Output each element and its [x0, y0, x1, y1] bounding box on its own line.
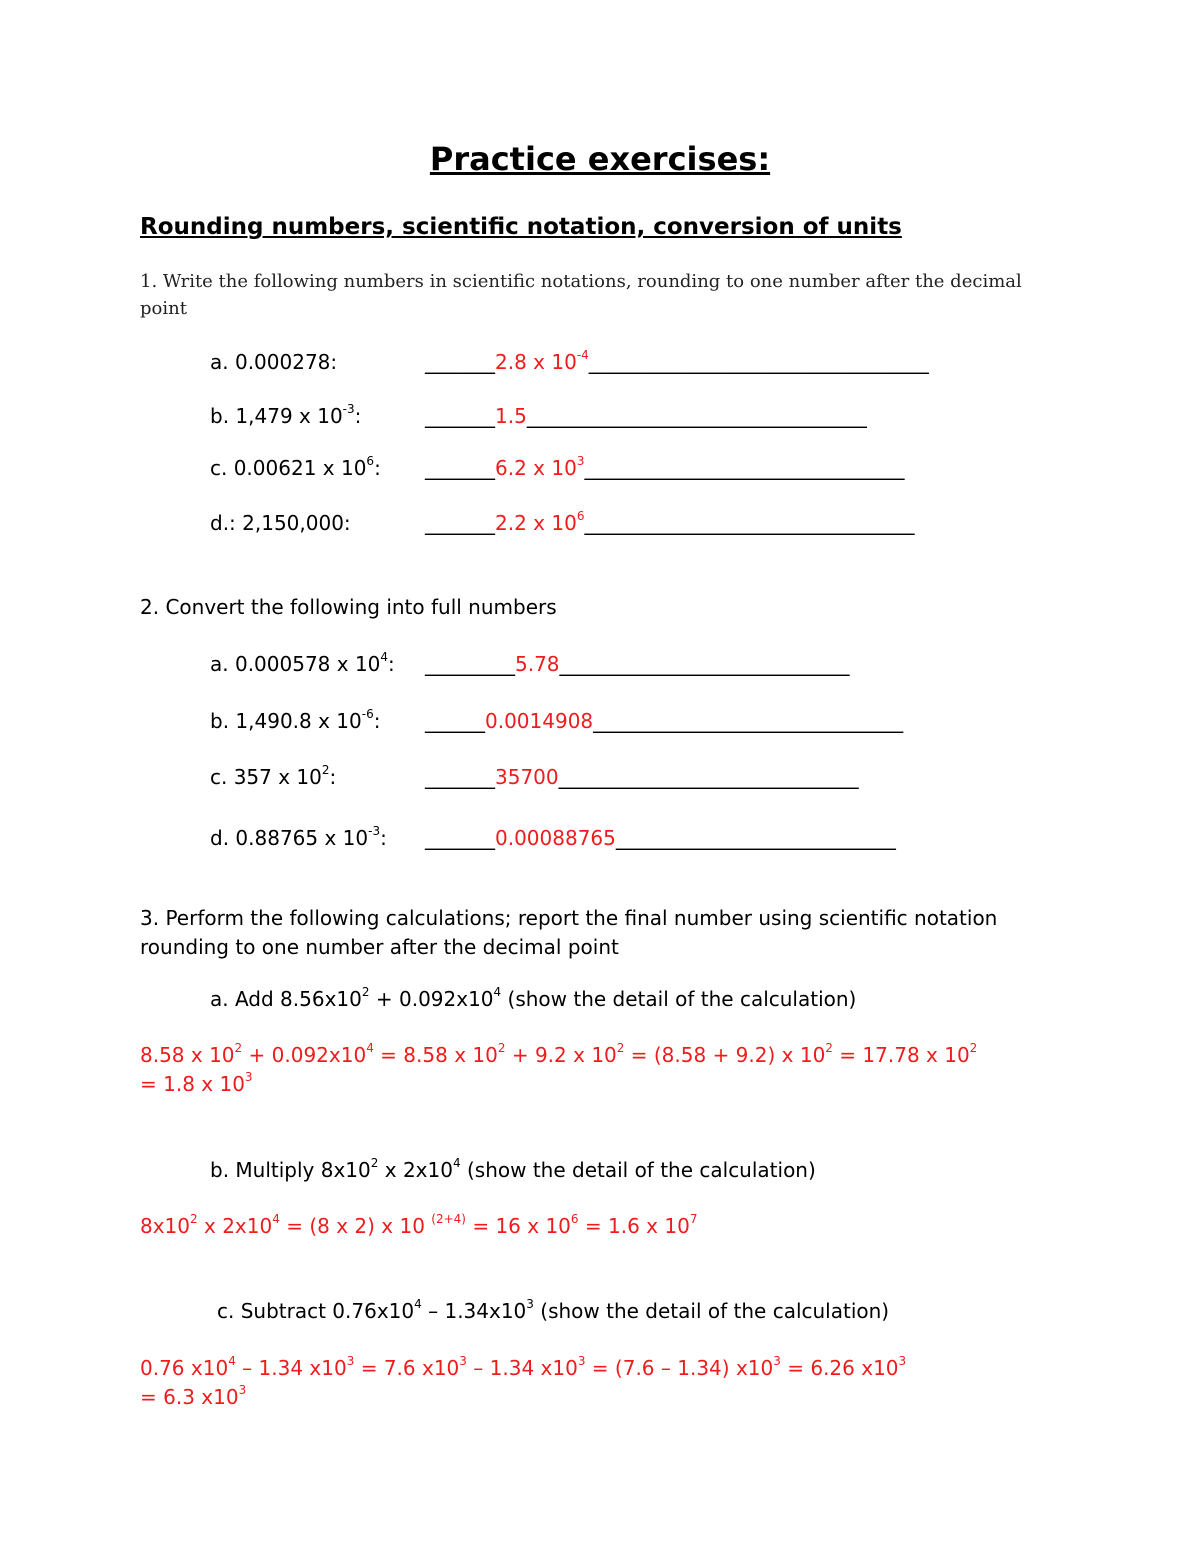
q3-a-solution-line2: = 1.8 x $10^3$ — [140, 1070, 253, 1096]
q2-item-d: d. 0.88765 x $10^{-3}$: — [210, 824, 387, 850]
q1-item-b-label: b. 1,479 x $10^{-3}$: — [210, 402, 362, 428]
q3-a-question: a. Add $8.56x10^2 + 0.092x10^4$ (show the detail of the calculation) — [210, 985, 857, 1011]
q2-item-c-answer-line: _______35700______________________________ — [425, 765, 859, 789]
q3-a-solution-line1: 8.58 x $10^2 + 0.092x10^4 = 8.58$ x $10^2 + 9.2$ x $10^2 = (8.58 + 9.2)$ x $10^2 = 17.78$ x $10^2$ — [140, 1041, 978, 1067]
q1-item-b-answer-line: _______1.5__________________________________ — [425, 404, 867, 428]
q1-item-a-label: a. 0.000278: — [210, 350, 338, 374]
q2-item-b-answer: 0.0014908 — [485, 709, 594, 733]
q1-item-c-answer-line: _______6.2 x $10^3\_\_\_\_\_\_\_\_\_\_\_\_\_\_\_\_\_\_\_\_\_\_\_\_\_\_\_\_\_\_\_\_$ — [425, 454, 905, 480]
q2-item-d-answer-line: _______0.00088765____________________________ — [425, 826, 896, 850]
q2-item-c-answer: 35700 — [495, 765, 559, 789]
q3-c-solution-line2: = 6.3 $x10^3$ — [140, 1383, 247, 1409]
q2-item-b-answer-line: ______0.0014908_______________________________ — [425, 709, 904, 733]
q3-prompt-line2: rounding to one number after the decimal point — [140, 935, 619, 959]
q3-b-question: b. Multiply $8x10^2$ x $2x10^4$ (show the detail of the calculation) — [210, 1156, 816, 1182]
q1-item-d-label: d.: 2,150,000: — [210, 511, 351, 535]
q1-item-c-answer: 6.2 x $10^3$ — [495, 454, 585, 480]
q2-item-d-answer: 0.00088765 — [495, 826, 616, 850]
q2-item-c: c. 357 x $10^2$: — [210, 763, 337, 789]
page-subtitle: Rounding numbers, scientific notation, conversion of units — [140, 214, 902, 240]
q1-item-a-answer-line: _______2.8 x $10^{-4}\_\_\_\_\_\_\_\_\_\_\_\_\_\_\_\_\_\_\_\_\_\_\_\_\_\_\_\_\_\_\_\_\_\_$ — [425, 348, 929, 374]
q2-item-b: b. 1,490.8 x $10^{-6}$: — [210, 707, 381, 733]
q2-item-a-answer-line: _________5.78_____________________________ — [425, 652, 850, 676]
q1-item-c-label: c. 0.00621 x $10^6$: — [210, 454, 381, 480]
q1-item-d-answer-line: _______2.2 x $10^6\_\_\_\_\_\_\_\_\_\_\_\_\_\_\_\_\_\_\_\_\_\_\_\_\_\_\_\_\_\_\_\_\_$ — [425, 509, 915, 535]
q1-item-a-answer: 2.8 x $10^{-4}$ — [495, 348, 589, 374]
q2-item-a-answer: 5.78 — [515, 652, 560, 676]
q1-prompt-line1: 1. Write the following numbers in scientific notations, rounding to one number after the decimal — [140, 271, 1022, 292]
q2-item-a: a. 0.000578 x $10^4$: — [210, 650, 395, 676]
q1-item-d-answer: 2.2 x $10^6$ — [495, 509, 585, 535]
q3-c-solution-line1: 0.76 $x10^4 - 1.34$ $x10^3 = 7.6$ $x10^3 - 1.34$ $x10^3 = (7.6 - 1.34) x10^3 = 6.26$ $x10^3$ — [140, 1354, 907, 1380]
q2-prompt: 2. Convert the following into full numbers — [140, 595, 557, 619]
q3-b-solution: $8x10^2$ x $2x10^4 = (8$ x 2) x 10 $^{(2+4)}$ = 16 x $10^6 = 1.6$ x $10^7$ — [140, 1212, 698, 1238]
page-title: Practice exercises: — [429, 140, 771, 178]
q1-prompt-line2: point — [140, 298, 187, 319]
q3-prompt-line1: 3. Perform the following calculations; report the final number using scientific notation — [140, 906, 998, 930]
q1-item-b-answer: 1.5 — [495, 404, 527, 428]
q3-c-question: c. Subtract $0.76x10^4 - 1.34x10^3$ (show the detail of the calculation) — [217, 1297, 890, 1323]
